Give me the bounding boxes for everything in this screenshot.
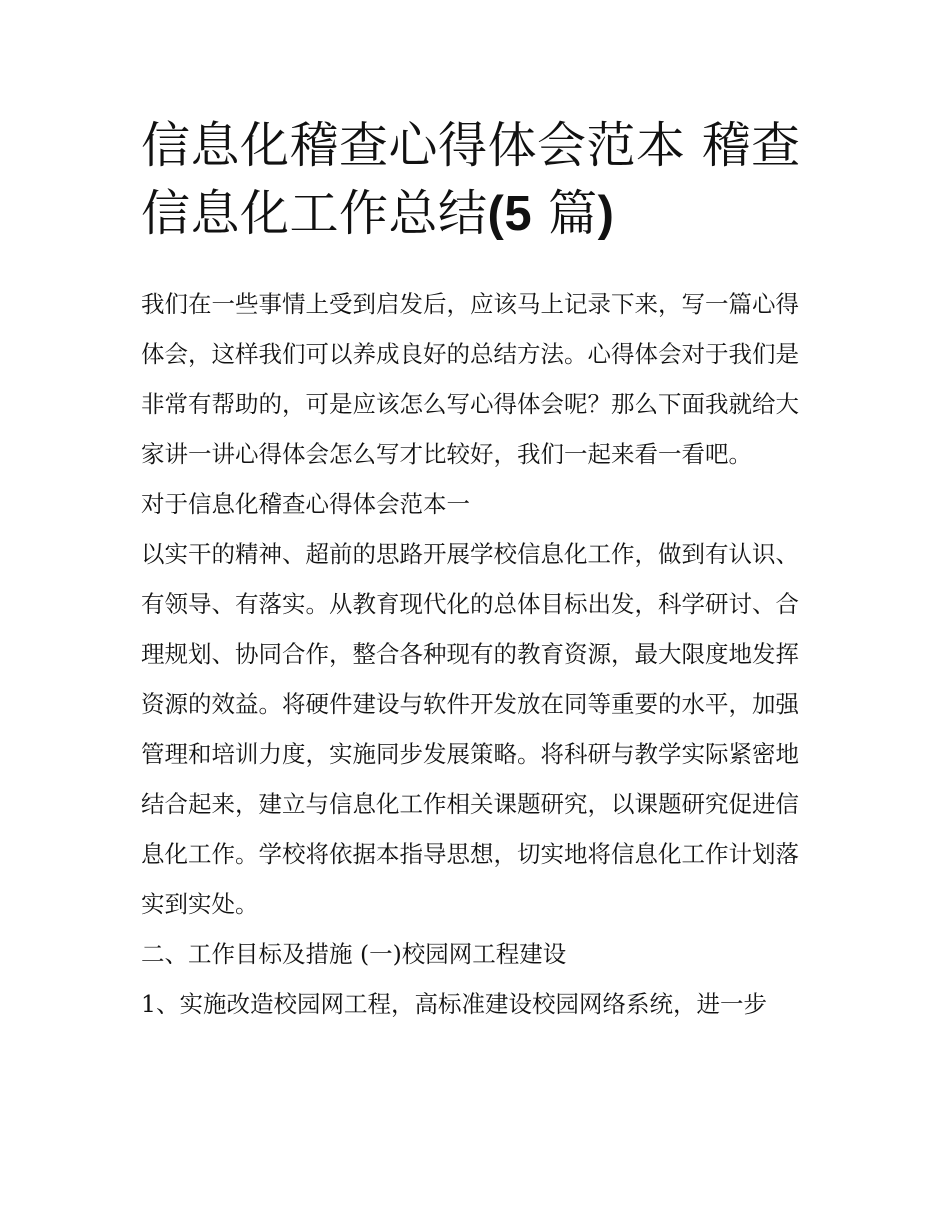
document-title	[141, 112, 815, 248]
title-text: 信息化稽查心得体会范本 稽查信息化工作总结	[141, 117, 801, 242]
list-item: 1、实施改造校园网工程，高标准建设校园网络系统，进一步	[141, 990, 767, 1018]
subheading: 二、工作目标及措施 (一)校园网工程建设	[141, 940, 567, 968]
intro-paragraph: 我们在一些事情上受到启发后，应该马上记录下来，写一篇心得体会，这样我们可以养成良好的总结方法。心得体会对于我们是非常有帮助的，可是应该怎么写心得体会呢？那么下面我就给大家讲一讲心得体会怎么写才比较好，我们一起来看一看吧。	[141, 290, 799, 468]
title-count-open: (5	[487, 187, 533, 241]
body-paragraph: 以实干的精神、超前的思路开展学校信息化工作，做到有认识、有领导、有落实。从教育现代化的总体目标出发，科学研讨、合理规划、协同合作，整合各种现有的教育资源，最大限度地发挥资源的效益。将硬件建设与软件开发放在同等重要的水平，加强管理和培训力度，实施同步发展策略。将科研与教学实际紧密地结合起来，建立与信息化工作相关课题研究，以课题研究促进信息化工作。学校将依据本指导思想，切实地将信息化工作计划落实到实处。	[141, 540, 799, 918]
title-count-close: )	[597, 187, 615, 241]
title-count-unit: 篇	[532, 185, 598, 242]
document-body	[141, 112, 815, 1029]
section-heading: 对于信息化稽查心得体会范本一	[141, 490, 470, 518]
